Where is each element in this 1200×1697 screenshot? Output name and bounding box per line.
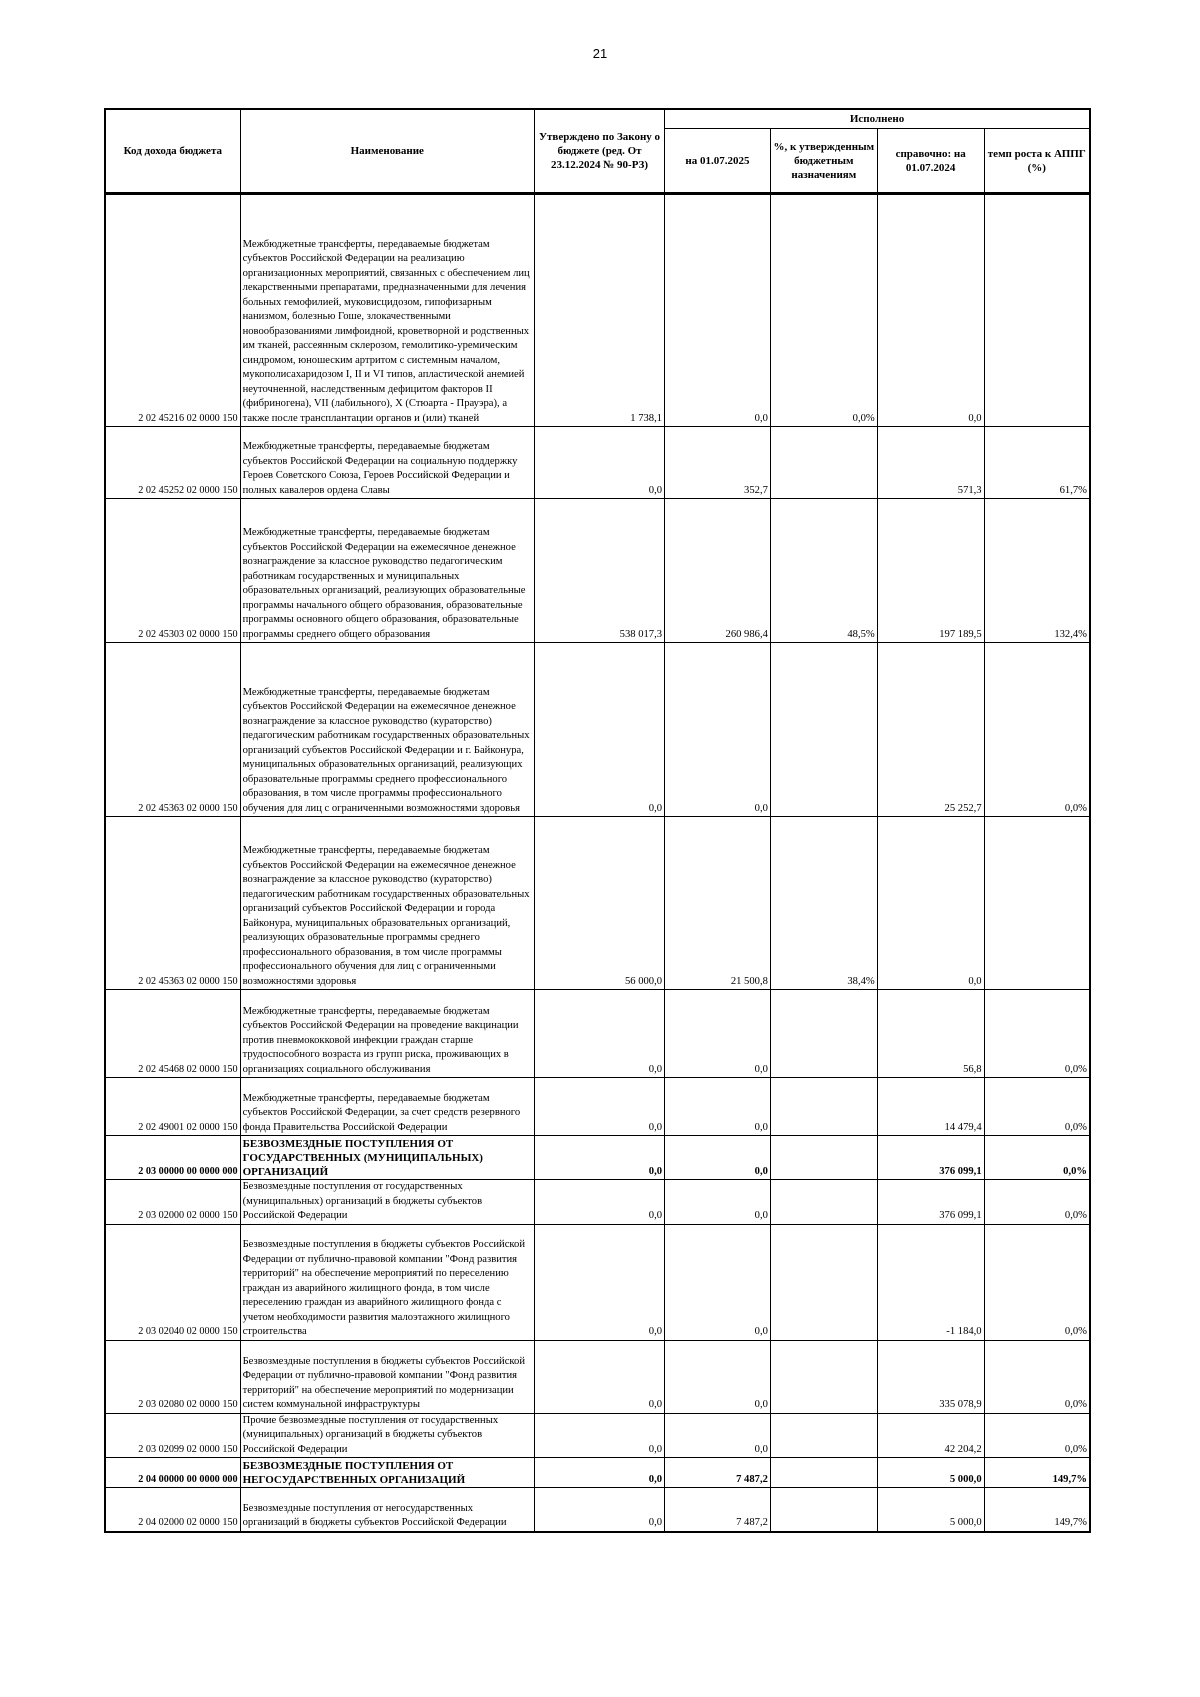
cell-percent <box>770 1180 877 1225</box>
cell-name: Безвозмездные поступления в бюджеты субъектов Российской Федерации от публично-правовой компании "Фонд развития территорий" на обеспечение мероприятий по модернизации систем коммунальной инфраструктуры <box>240 1340 534 1413</box>
cell-percent <box>770 990 877 1078</box>
cell-executed: 0,0 <box>665 1340 771 1413</box>
cell-executed: 0,0 <box>665 990 771 1078</box>
cell-approved: 0,0 <box>534 990 664 1078</box>
cell-percent <box>770 1413 877 1458</box>
cell-code: 2 04 00000 00 0000 000 <box>105 1458 240 1488</box>
cell-executed: 0,0 <box>665 643 771 817</box>
header-approved: Утверждено по Закону о бюджете (ред. От 23.12.2024 № 90-РЗ) <box>534 109 664 194</box>
cell-growth: 0,0% <box>984 1340 1090 1413</box>
cell-code: 2 02 45216 02 0000 150 <box>105 194 240 427</box>
cell-name: Межбюджетные трансферты, передаваемые бюджетам субъектов Российской Федерации на проведение вакцинации против пневмококковой инфекции граждан старше трудоспособного возраста из групп риска, проживающих в организациях социального обслуживания <box>240 990 534 1078</box>
cell-reference: 42 204,2 <box>877 1413 984 1458</box>
header-code: Код дохода бюджета <box>105 109 240 194</box>
cell-name: Межбюджетные трансферты, передаваемые бюджетам субъектов Российской Федерации на ежемесячное денежное вознаграждение за классное руководство педагогическим работникам государственных и муниципальных образовательных организаций, реализующих образовательные программы начального общего образования, образовательные программы основного общего образования, образовательные программы среднего общего образования <box>240 499 534 643</box>
cell-name: Межбюджетные трансферты, передаваемые бюджетам субъектов Российской Федерации на социальную поддержку Героев Советского Союза, Героев Российской Федерации и полных кавалеров ордена Славы <box>240 427 534 499</box>
cell-code: 2 03 02080 02 0000 150 <box>105 1340 240 1413</box>
table-row <box>105 1224 1090 1340</box>
cell-growth: 132,4% <box>984 499 1090 643</box>
cell-percent <box>770 1340 877 1413</box>
table-body <box>105 194 1090 1532</box>
cell-growth: 0,0% <box>984 1180 1090 1225</box>
cell-percent <box>770 1136 877 1180</box>
cell-name: Межбюджетные трансферты, передаваемые бюджетам субъектов Российской Федерации на реализацию организационных мероприятий, связанных с обеспечением лиц лекарственными препаратами, предназначенными для лечения больных гемофилией, муковисцидозом, гипофизарным нанизмом, болезнью Гоше, злокачественными новообразованиями лимфоидной, кроветворной и родственных им тканей, рассеянным склерозом, гемолитико-уремическим синдромом, юношеским артритом с системным началом, мукополисахаридозом I, II и VI типов, апластической анемией неуточненной, наследственным дефицитом факторов II (фибриногена), VII (лабильного), X (Стюарта - Прауэра), а также после трансплантации органов и (или) тканей <box>240 194 534 427</box>
cell-executed: 21 500,8 <box>665 817 771 990</box>
cell-reference: 5 000,0 <box>877 1458 984 1488</box>
cell-approved: 0,0 <box>534 1413 664 1458</box>
cell-name: Безвозмездные поступления в бюджеты субъектов Российской Федерации от публично-правовой компании "Фонд развития территорий" на обеспечение мероприятий по переселению граждан из аварийного жилищного фонда, в том числе переселению граждан из аварийного жилищного фонда с учетом необходимости развития малоэтажного жилищного строительства <box>240 1224 534 1340</box>
header-growth: темп роста к АППГ (%) <box>984 129 1090 194</box>
cell-code: 2 02 45363 02 0000 150 <box>105 817 240 990</box>
header-on-date: на 01.07.2025 <box>665 129 771 194</box>
cell-growth <box>984 817 1090 990</box>
cell-name: Прочие безвозмездные поступления от государственных (муниципальных) организаций в бюджеты субъектов Российской Федерации <box>240 1413 534 1458</box>
cell-executed: 0,0 <box>665 1413 771 1458</box>
cell-reference: 335 078,9 <box>877 1340 984 1413</box>
cell-growth: 0,0% <box>984 643 1090 817</box>
header-percent: %, к утвержденным бюджетным назначениям <box>770 129 877 194</box>
header-name: Наименование <box>240 109 534 194</box>
table-row <box>105 1078 1090 1136</box>
cell-growth: 61,7% <box>984 427 1090 499</box>
cell-reference: -1 184,0 <box>877 1224 984 1340</box>
cell-executed: 0,0 <box>665 1180 771 1225</box>
cell-executed: 352,7 <box>665 427 771 499</box>
cell-reference: 14 479,4 <box>877 1078 984 1136</box>
cell-executed: 0,0 <box>665 1224 771 1340</box>
cell-reference: 5 000,0 <box>877 1488 984 1532</box>
cell-code: 2 03 02040 02 0000 150 <box>105 1224 240 1340</box>
cell-approved: 0,0 <box>534 1488 664 1532</box>
cell-reference: 0,0 <box>877 194 984 427</box>
cell-percent <box>770 1078 877 1136</box>
table-row <box>105 643 1090 817</box>
table-header <box>105 109 1090 194</box>
cell-code: 2 02 45363 02 0000 150 <box>105 643 240 817</box>
cell-percent <box>770 1458 877 1488</box>
cell-approved: 538 017,3 <box>534 499 664 643</box>
cell-percent: 0,0% <box>770 194 877 427</box>
cell-growth: 0,0% <box>984 1413 1090 1458</box>
cell-code: 2 04 02000 02 0000 150 <box>105 1488 240 1532</box>
cell-name: БЕЗВОЗМЕЗДНЫЕ ПОСТУПЛЕНИЯ ОТ ГОСУДАРСТВЕННЫХ (МУНИЦИПАЛЬНЫХ) ОРГАНИЗАЦИЙ <box>240 1136 534 1180</box>
cell-code: 2 02 45303 02 0000 150 <box>105 499 240 643</box>
cell-approved: 0,0 <box>534 1136 664 1180</box>
cell-percent <box>770 1224 877 1340</box>
cell-approved: 56 000,0 <box>534 817 664 990</box>
cell-name: Безвозмездные поступления от государственных (муниципальных) организаций в бюджеты субъектов Российской Федерации <box>240 1180 534 1225</box>
cell-executed: 7 487,2 <box>665 1458 771 1488</box>
cell-growth: 0,0% <box>984 990 1090 1078</box>
table-row <box>105 1136 1090 1180</box>
cell-approved: 0,0 <box>534 1078 664 1136</box>
cell-approved: 0,0 <box>534 1458 664 1488</box>
cell-percent <box>770 427 877 499</box>
table-row <box>105 427 1090 499</box>
cell-reference: 376 099,1 <box>877 1180 984 1225</box>
table-row <box>105 990 1090 1078</box>
cell-code: 2 03 00000 00 0000 000 <box>105 1136 240 1180</box>
cell-approved: 0,0 <box>534 643 664 817</box>
cell-percent: 48,5% <box>770 499 877 643</box>
cell-growth: 149,7% <box>984 1488 1090 1532</box>
cell-executed: 260 986,4 <box>665 499 771 643</box>
page-number: 21 <box>592 46 608 61</box>
cell-name: Межбюджетные трансферты, передаваемые бюджетам субъектов Российской Федерации, за счет средств резервного фонда Правительства Российской Федерации <box>240 1078 534 1136</box>
cell-growth: 0,0% <box>984 1136 1090 1180</box>
cell-code: 2 02 45252 02 0000 150 <box>105 427 240 499</box>
table-row <box>105 194 1090 427</box>
cell-name: БЕЗВОЗМЕЗДНЫЕ ПОСТУПЛЕНИЯ ОТ НЕГОСУДАРСТВЕННЫХ ОРГАНИЗАЦИЙ <box>240 1458 534 1488</box>
table-row <box>105 1413 1090 1458</box>
cell-executed: 0,0 <box>665 1136 771 1180</box>
cell-reference: 0,0 <box>877 817 984 990</box>
table-row <box>105 1488 1090 1532</box>
cell-percent: 38,4% <box>770 817 877 990</box>
cell-executed: 0,0 <box>665 1078 771 1136</box>
cell-reference: 56,8 <box>877 990 984 1078</box>
header-executed: Исполнено <box>665 109 1090 129</box>
cell-approved: 0,0 <box>534 427 664 499</box>
cell-percent <box>770 1488 877 1532</box>
cell-code: 2 02 49001 02 0000 150 <box>105 1078 240 1136</box>
cell-reference: 376 099,1 <box>877 1136 984 1180</box>
cell-growth: 0,0% <box>984 1224 1090 1340</box>
table-row <box>105 817 1090 990</box>
cell-code: 2 02 45468 02 0000 150 <box>105 990 240 1078</box>
cell-name: Межбюджетные трансферты, передаваемые бюджетам субъектов Российской Федерации на ежемесячное денежное вознаграждение за классное руководство (кураторство) педагогическим работникам государственных образовательных организаций субъектов Российской Федерации и города Байконура, муниципальных образовательных организаций, реализующих образовательные программы среднего профессионального образования, в том числе программы профессионального обучения для лиц с ограниченными возможностями здоровья <box>240 817 534 990</box>
cell-code: 2 03 02099 02 0000 150 <box>105 1413 240 1458</box>
budget-table <box>104 108 1091 1533</box>
cell-approved: 0,0 <box>534 1180 664 1225</box>
cell-growth: 0,0% <box>984 1078 1090 1136</box>
cell-executed: 0,0 <box>665 194 771 427</box>
cell-reference: 197 189,5 <box>877 499 984 643</box>
cell-approved: 1 738,1 <box>534 194 664 427</box>
cell-name: Межбюджетные трансферты, передаваемые бюджетам субъектов Российской Федерации на ежемесячное денежное вознаграждение за классное руководство (кураторство) педагогическим работникам государственных образовательных организаций субъектов Российской Федерации и г. Байконура, муниципальных образовательных организаций, реализующих образовательные программы среднего профессионального образования, в том числе программы профессионального обучения для лиц с ограниченными возможностями здоровья <box>240 643 534 817</box>
header-reference: справочно: на 01.07.2024 <box>877 129 984 194</box>
cell-code: 2 03 02000 02 0000 150 <box>105 1180 240 1225</box>
cell-approved: 0,0 <box>534 1340 664 1413</box>
table-row <box>105 1458 1090 1488</box>
cell-executed: 7 487,2 <box>665 1488 771 1532</box>
cell-approved: 0,0 <box>534 1224 664 1340</box>
cell-percent <box>770 643 877 817</box>
cell-name: Безвозмездные поступления от негосударственных организаций в бюджеты субъектов Российской Федерации <box>240 1488 534 1532</box>
table-row <box>105 1180 1090 1225</box>
cell-growth <box>984 194 1090 427</box>
cell-reference: 25 252,7 <box>877 643 984 817</box>
table-row <box>105 1340 1090 1413</box>
table-row <box>105 499 1090 643</box>
cell-reference: 571,3 <box>877 427 984 499</box>
cell-growth: 149,7% <box>984 1458 1090 1488</box>
